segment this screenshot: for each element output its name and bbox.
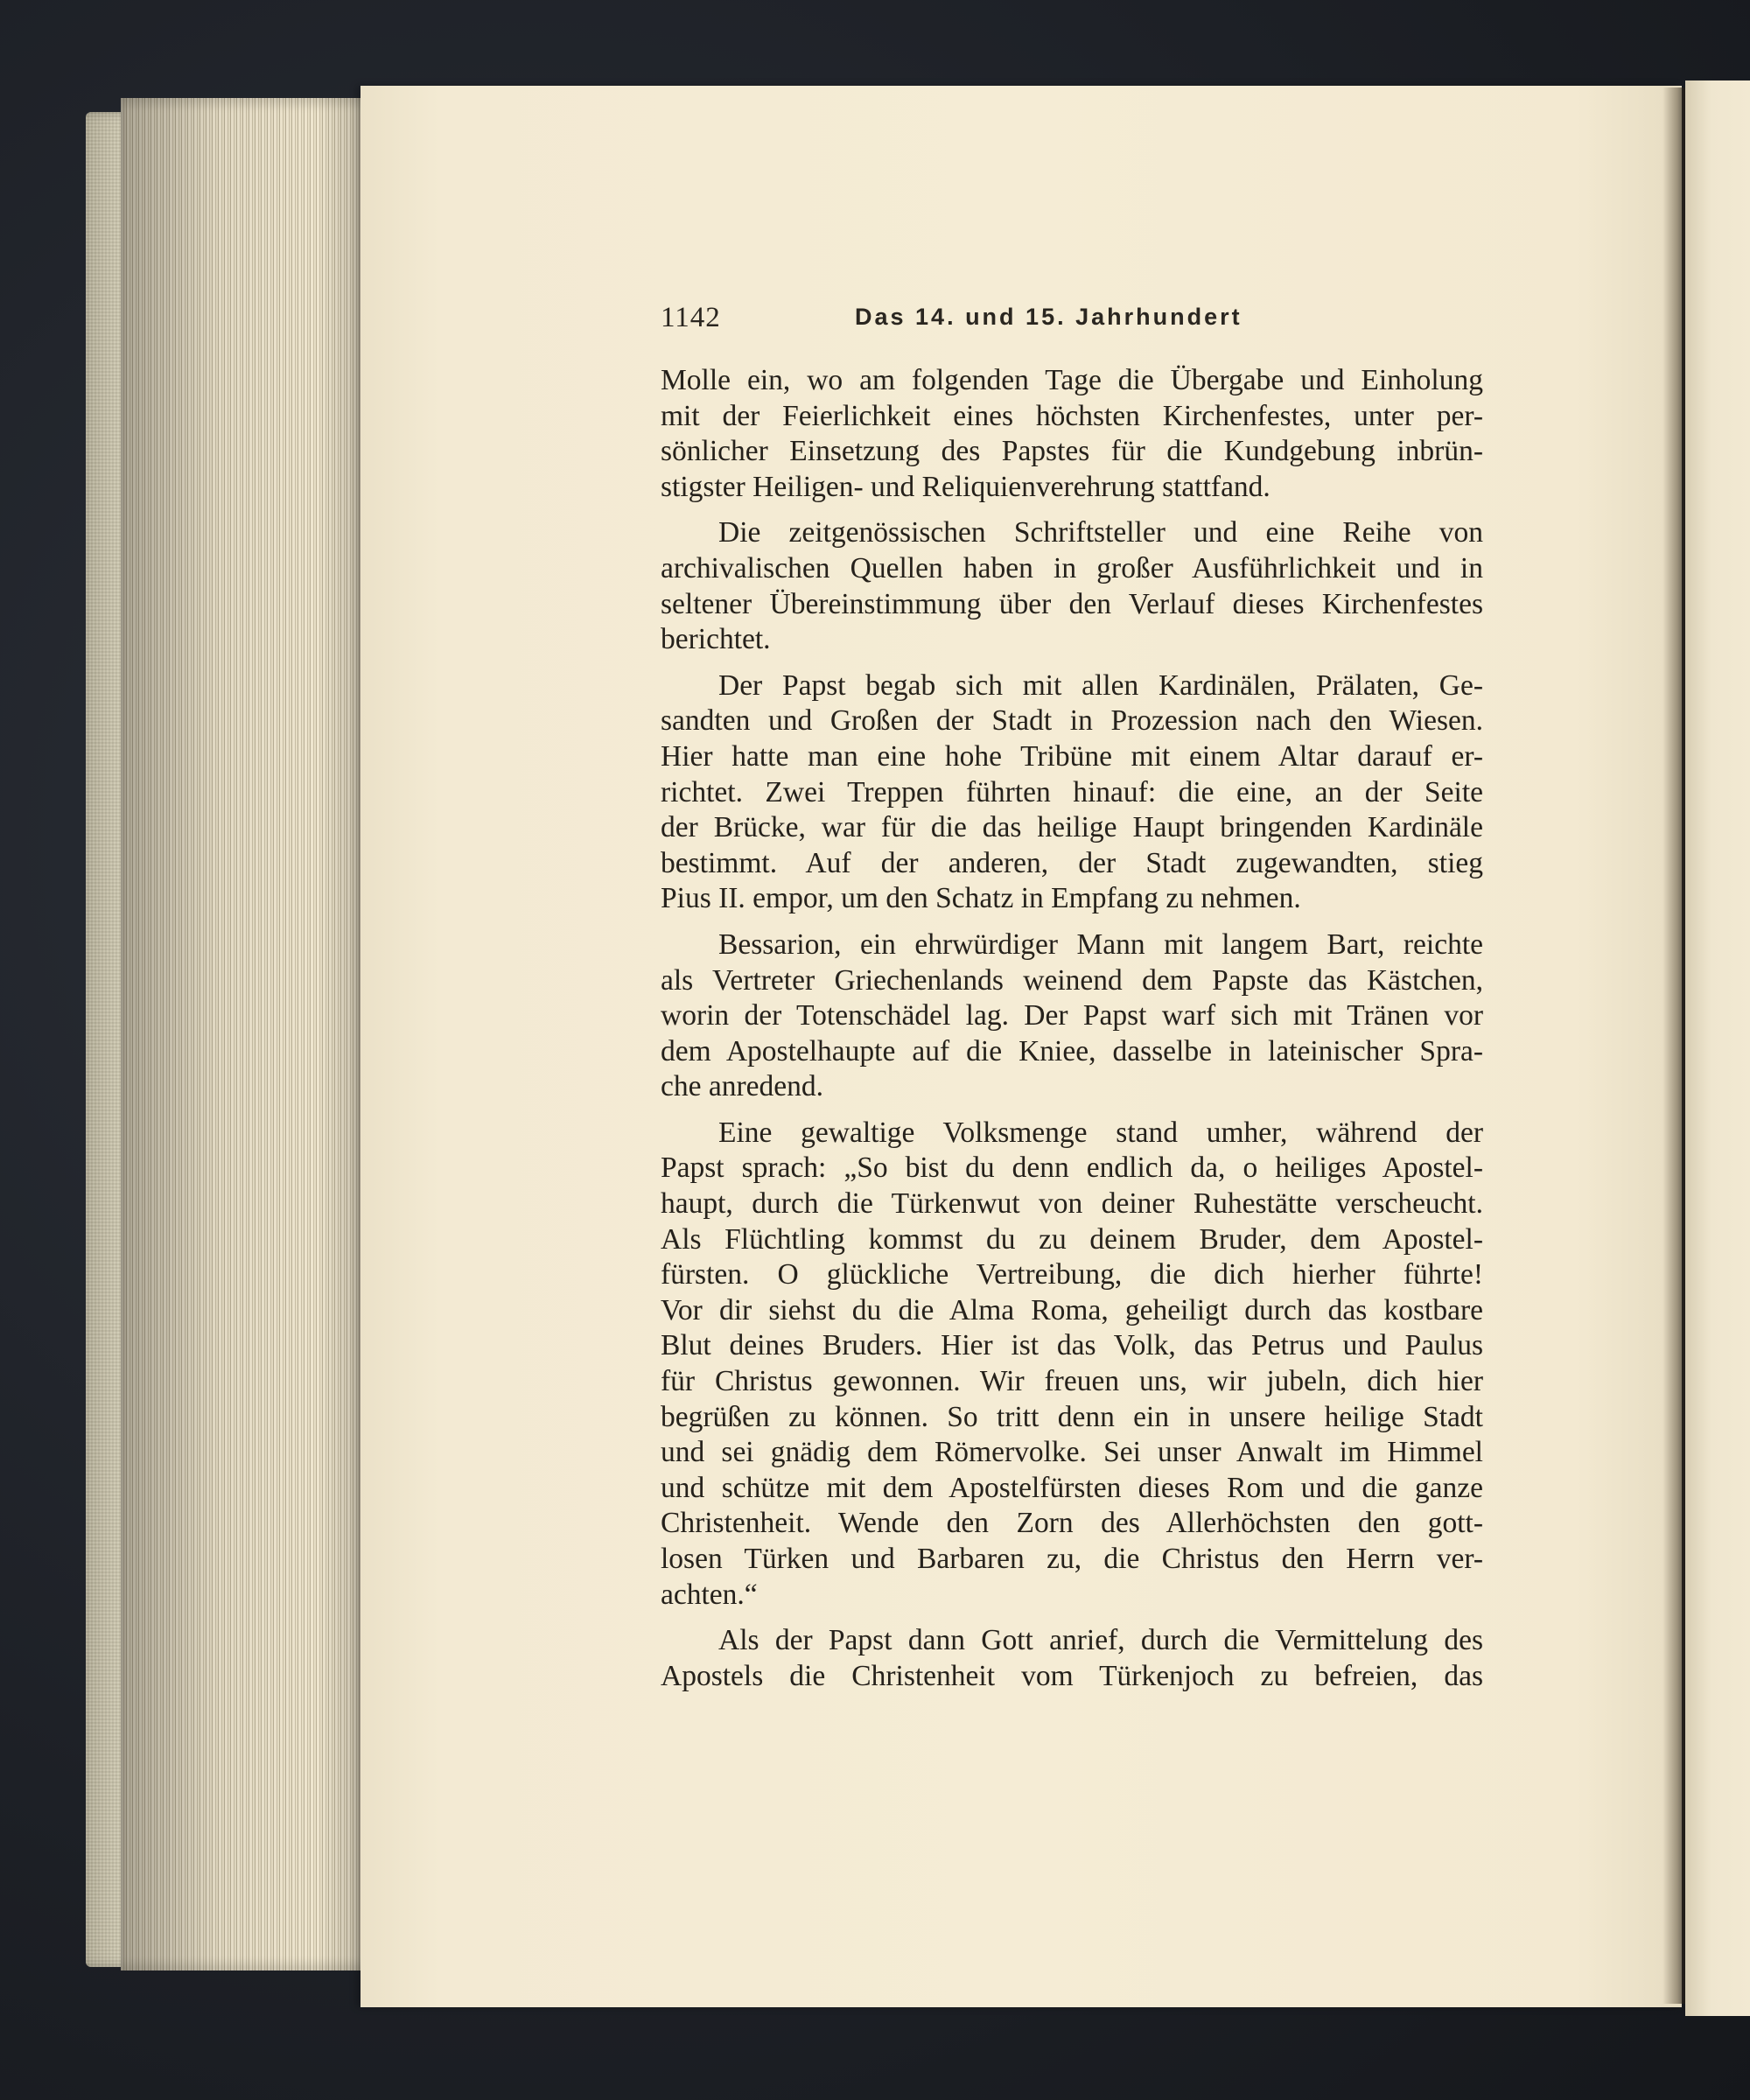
text-line: begrüßen zu können. So tritt denn ein in unsere heilige Stadt <box>661 1400 1483 1433</box>
text-line: Der Papst begab sich mit allen Kardinälen, Prälaten, Ge- <box>718 668 1483 702</box>
text-line: Vor dir siehst du die Alma Roma, geheiligt durch das kostbare <box>661 1293 1483 1326</box>
paragraph <box>661 1623 1483 1694</box>
text-line: der Brücke, war für die das heilige Haupt bringenden Kardinäle <box>661 811 1483 844</box>
paragraph <box>661 928 1483 1105</box>
text-line: dem Apostelhaupte auf die Kniee, dasselbe in lateinischer Spra- <box>661 1034 1483 1068</box>
text-line: für Christus gewonnen. Wir freuen uns, wir jubeln, dich hier <box>661 1365 1483 1398</box>
paragraph <box>661 668 1483 917</box>
body-text <box>661 363 1483 1704</box>
page-edge-shading <box>121 98 366 1970</box>
book-gutter-shadow <box>1662 88 1687 2004</box>
text-line: als Vertreter Griechenlands weinend dem Papste das Kästchen, <box>661 963 1483 997</box>
text-line: Apostels die Christenheit vom Türkenjoch zu befreien, das <box>661 1659 1483 1692</box>
facing-page-sliver <box>1685 80 1750 2016</box>
text-line: Christenheit. Wende den Zorn des Allerhöchsten den gott- <box>661 1507 1483 1540</box>
paragraph <box>661 515 1483 657</box>
text-line: stigster Heiligen- und Reliquienverehrung stattfand. <box>661 470 1270 503</box>
text-line: achten.“ <box>661 1578 758 1611</box>
text-line: sönlicher Einsetzung des Papstes für die Kundgebung inbrün- <box>661 435 1483 468</box>
text-line: fürsten. O glückliche Vertreibung, die dich hierher führte! <box>661 1258 1483 1292</box>
text-line: Als der Papst dann Gott anrief, durch die Vermittelung des <box>718 1624 1483 1657</box>
text-line: mit der Feierlichkeit eines höchsten Kirchenfestes, unter per- <box>661 399 1483 432</box>
text-line: che anredend. <box>661 1070 824 1103</box>
text-line: haupt, durch die Türkenwut von deiner Ruhestätte verscheucht. <box>661 1187 1483 1221</box>
text-line: Molle ein, wo am folgenden Tage die Übergabe und Einholung <box>661 364 1483 396</box>
text-line: Pius II. empor, um den Schatz in Empfang zu nehmen. <box>661 882 1301 915</box>
text-line: worin der Totenschädel lag. Der Papst warf sich mit Tränen vor <box>661 999 1483 1032</box>
text-line: seltener Übereinstimmung über den Verlauf dieses Kirchenfestes <box>661 587 1483 620</box>
running-head-title: Das 14. und 15. Jahrhundert <box>855 304 1242 330</box>
text-line: richtet. Zwei Treppen führten hinauf: die eine, an der Seite <box>661 775 1483 808</box>
text-line: Bessarion, ein ehrwürdiger Mann mit langem Bart, reichte <box>718 928 1483 961</box>
text-line: und sei gnädig dem Römervolke. Sei unser Anwalt im Himmel <box>661 1436 1483 1469</box>
text-line: Eine gewaltige Volksmenge stand umher, während der <box>718 1116 1483 1149</box>
paragraph <box>661 363 1483 505</box>
page-number: 1142 <box>661 302 721 333</box>
text-line: Die zeitgenössischen Schriftsteller und eine Reihe von <box>718 516 1483 550</box>
running-head <box>661 302 1483 346</box>
text-line: Hier hatte man eine hohe Tribüne mit einem Altar darauf er- <box>661 739 1483 773</box>
text-line: und schütze mit dem Apostelfürsten dieses Rom und die ganze <box>661 1471 1483 1504</box>
text-line: sandten und Großen der Stadt in Prozession nach den Wiesen. <box>661 704 1483 738</box>
text-line: Blut deines Bruders. Hier ist das Volk, das Petrus und Paulus <box>661 1329 1483 1362</box>
text-line: berichtet. <box>661 623 771 656</box>
text-line: Papst sprach: „So bist du denn endlich da, o heiliges Apostel- <box>661 1152 1483 1185</box>
text-line: losen Türken und Barbaren zu, die Christus den Herrn ver- <box>661 1543 1483 1575</box>
text-line: archivalischen Quellen haben in großer Ausführlichkeit und in <box>661 551 1483 584</box>
text-line: Als Flüchtling kommst du zu deinem Bruder, dem Apostel- <box>661 1222 1483 1256</box>
paragraph <box>661 1116 1483 1613</box>
text-line: bestimmt. Auf der anderen, der Stadt zugewandten, stieg <box>661 846 1483 879</box>
